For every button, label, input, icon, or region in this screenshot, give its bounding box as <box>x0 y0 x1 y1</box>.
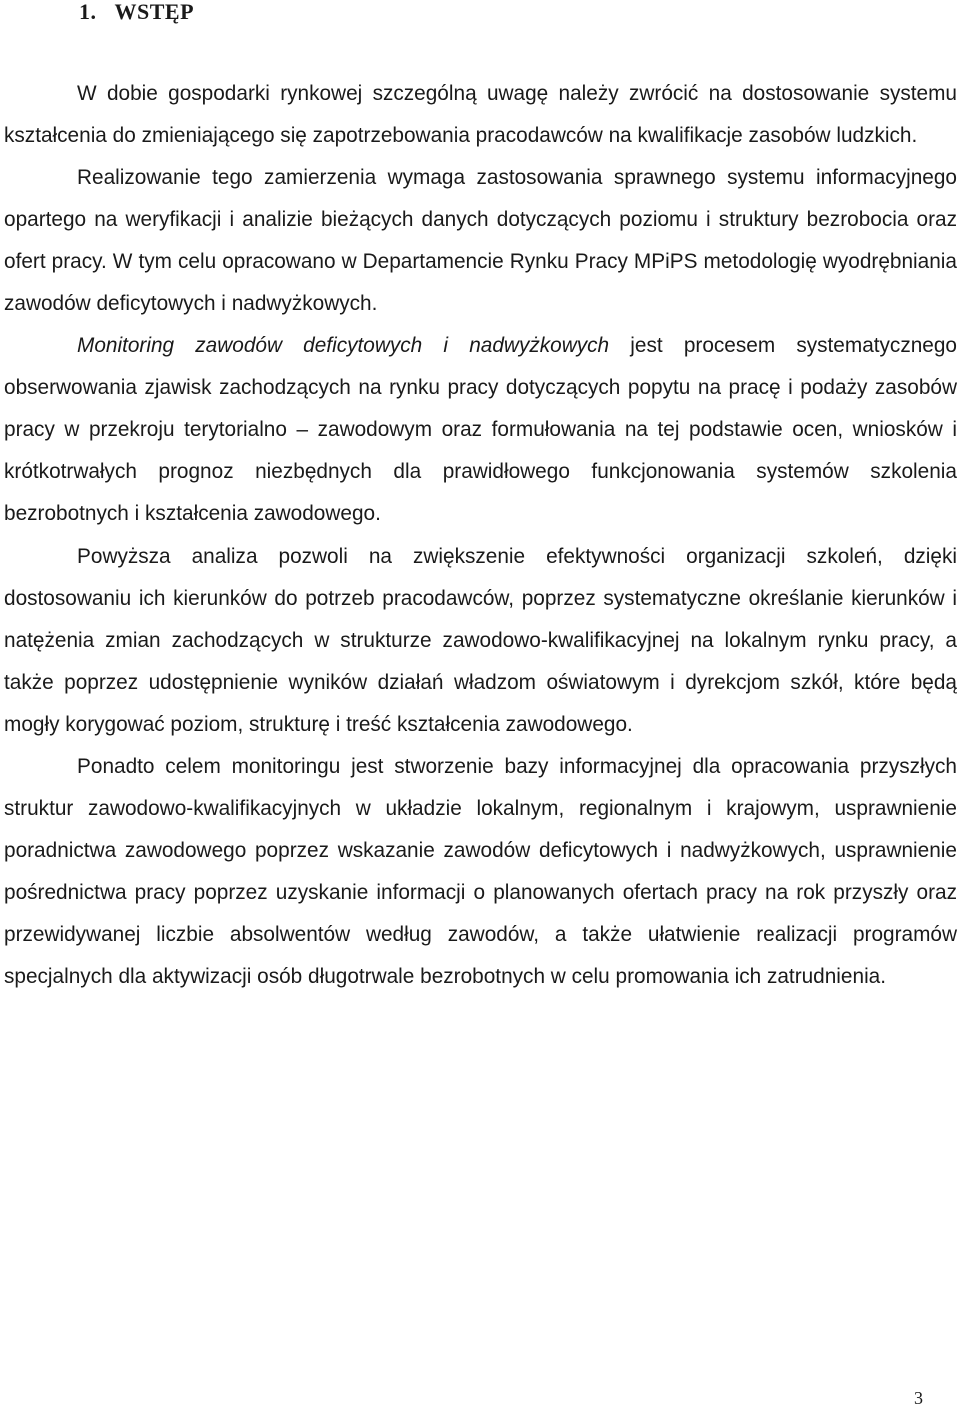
page-number: 3 <box>914 1388 923 1408</box>
paragraph-text: Realizowanie tego zamierzenia wymaga zastosowania sprawnego systemu informacyjnego opartego na weryfikacji i analizie bieżących danych dotyczących poziomu i struktury bezrobocia oraz ofert pracy. W tym celu opracowano w Departamencie Rynku Pracy MPiPS metodologię wyodrębniania zawodów deficytowych i nadwyżkowych. <box>4 166 957 316</box>
paragraph-text: Ponadto celem monitoringu jest stworzenie bazy informacyjnej dla opracowania przyszłych struktur zawodowo-kwalifikacyjnych w układzie lokalnym, regionalnym i krajowym, usprawnienie poradnictwa zawodowego poprzez wskazanie zawodów deficytowych i nadwyżkowych, usprawnienie pośrednictwa pracy poprzez uzyskanie informacji o planowanych ofertach pracy na rok przyszły oraz przewidywanej liczbie absolwentów według zawodów, a także ułatwienie realizacji programów specjalnych dla aktywizacji osób długotrwale bezrobotnych w celu promowania ich zatrudnienia. <box>4 754 957 988</box>
paragraph-text: Powyższa analiza pozwoli na zwiększenie efektywności organizacji szkoleń, dzięki dostosowaniu ich kierunków do potrzeb pracodawców, poprzez systematyczne określanie kierunków i natężenia zmian zachodzących w strukturze zawodowo-kwalifikacyjnej na lokalnym rynku pracy, a także poprzez udostępnienie wyników działań władzom oświatowym i dyrekcjom szkół, które będą mogły korygować poziom, strukturę i treść kształcenia zawodowego. <box>4 544 957 736</box>
paragraph-text: W dobie gospodarki rynkowej szczególną uwagę należy zwrócić na dostosowanie systemu kształcenia do zmieniającego się zapotrzebowania pracodawców na kwalifikacje zasobów ludzkich. <box>4 82 957 148</box>
section-number: 1. <box>79 0 97 24</box>
section-heading <box>79 0 194 26</box>
paragraph <box>4 73 957 157</box>
section-title: WSTĘP <box>114 0 195 24</box>
emphasized-term: Monitoring zawodów deficytowych i nadwyżkowych <box>77 334 610 358</box>
paragraph <box>4 325 957 535</box>
paragraph-text: jest procesem systematycznego obserwowania zjawisk zachodzących na rynku pracy dotyczących popytu na pracę i podaży zasobów pracy w przekroju terytorialno – zawodowym oraz formułowania na tej podstawie ocen, wniosków i krótkotrwałych prognoz niezbędnych dla prawidłowego funkcjonowania systemów szkolenia bezrobotnych i kształcenia zawodowego. <box>4 334 957 526</box>
paragraph <box>4 746 957 998</box>
paragraph <box>4 157 957 325</box>
paragraph <box>4 536 957 746</box>
document-body <box>4 73 957 998</box>
